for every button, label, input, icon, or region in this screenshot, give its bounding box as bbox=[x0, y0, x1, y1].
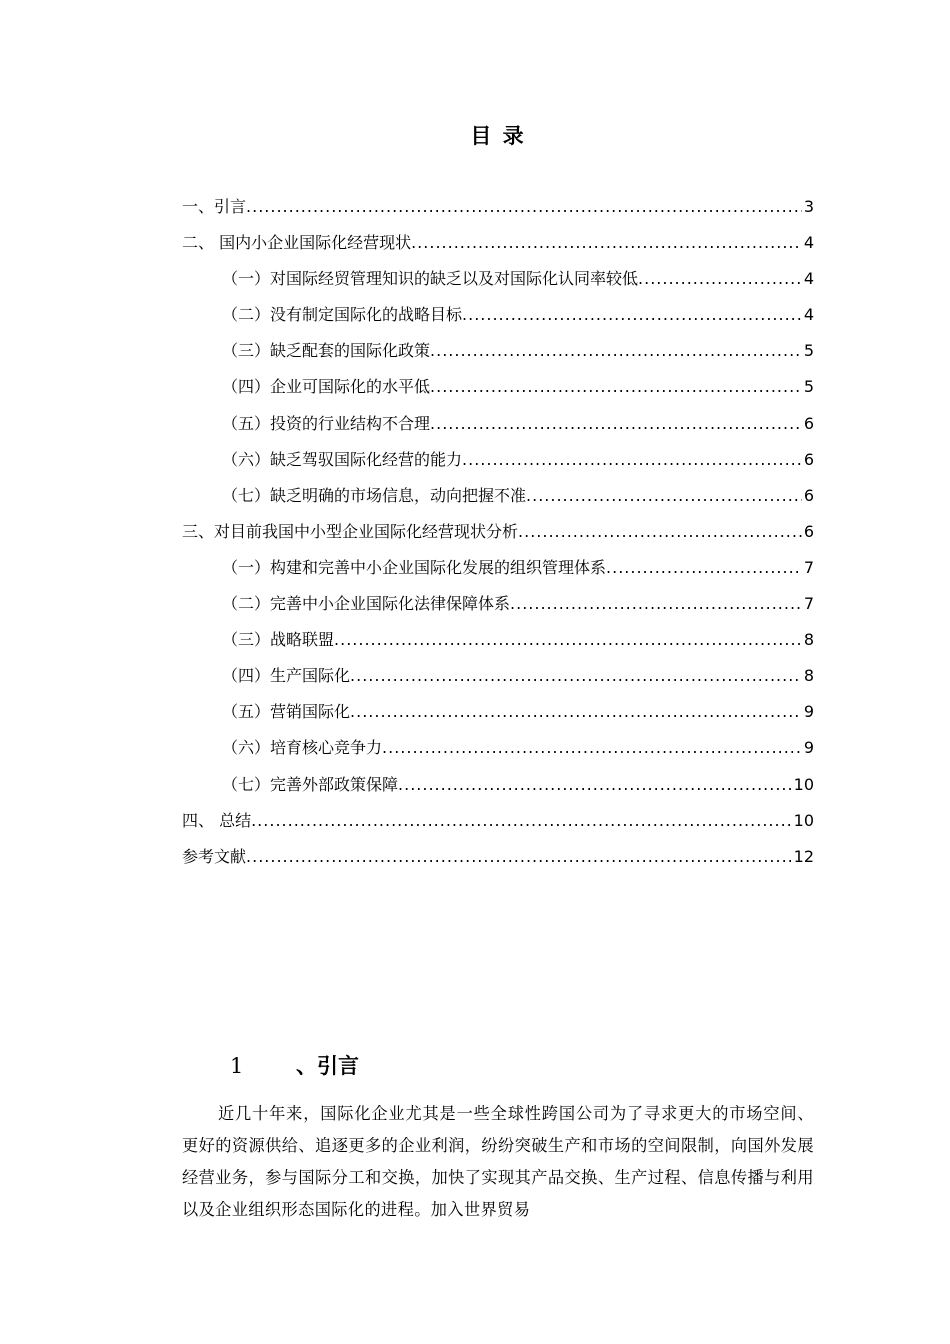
toc-entry[interactable] bbox=[182, 481, 814, 517]
toc-dot-leader bbox=[462, 445, 802, 475]
toc-entry-text: （四）生产国际化 bbox=[222, 666, 351, 686]
toc-dot-leader bbox=[430, 336, 802, 366]
toc-page-number: 6 bbox=[803, 485, 814, 505]
toc-dot-leader bbox=[510, 589, 802, 619]
toc-entry[interactable] bbox=[182, 300, 814, 336]
toc-page-number: 5 bbox=[803, 341, 814, 361]
toc-entry-text: （七）缺乏明确的市场信息，动向把握不准 bbox=[222, 485, 527, 505]
toc-entry[interactable] bbox=[182, 372, 814, 408]
toc-entry-text: 四、 总结 bbox=[182, 810, 252, 830]
toc-entry-text: （三）战略联盟 bbox=[222, 630, 335, 650]
toc-entry[interactable] bbox=[182, 445, 814, 481]
toc-entry[interactable] bbox=[182, 192, 814, 228]
toc-dot-leader bbox=[350, 661, 802, 691]
toc-page-number: 6 bbox=[803, 449, 814, 469]
toc-dot-leader bbox=[398, 770, 792, 800]
toc-entry-text: （三）缺乏配套的国际化政策 bbox=[222, 341, 431, 361]
toc-dot-leader bbox=[430, 409, 802, 439]
section-heading bbox=[230, 1050, 359, 1080]
toc-entry[interactable] bbox=[182, 264, 814, 300]
toc-entry[interactable] bbox=[182, 733, 814, 769]
toc-page-number: 12 bbox=[793, 846, 814, 866]
toc-entry[interactable] bbox=[182, 697, 814, 733]
toc-page-number: 4 bbox=[803, 233, 814, 253]
toc-dot-leader bbox=[430, 372, 802, 402]
toc-entry[interactable] bbox=[182, 553, 814, 589]
toc-entry-text: 一、引言 bbox=[182, 197, 247, 216]
toc-page-number: 5 bbox=[803, 377, 814, 397]
toc-page-number: 6 bbox=[803, 521, 814, 541]
toc-entry[interactable] bbox=[182, 806, 814, 842]
toc-dot-leader bbox=[334, 625, 802, 655]
toc-entry-text: （六）缺乏驾驭国际化经营的能力 bbox=[222, 449, 463, 469]
toc-entry[interactable] bbox=[182, 625, 814, 661]
toc-entry[interactable] bbox=[182, 661, 814, 697]
toc-dot-leader bbox=[246, 842, 792, 872]
toc-entry-text: （二）完善中小企业国际化法律保障体系 bbox=[222, 594, 511, 614]
toc-page-number: 8 bbox=[803, 666, 814, 686]
toc-page-number: 3 bbox=[803, 197, 814, 216]
toc-dot-leader bbox=[462, 300, 802, 330]
toc-entry[interactable] bbox=[182, 770, 814, 806]
toc-dot-leader bbox=[382, 733, 802, 763]
toc-entry-text: 三、对目前我国中小型企业国际化经营现状分析 bbox=[182, 521, 519, 541]
toc-entry[interactable] bbox=[182, 336, 814, 372]
toc-page-number: 9 bbox=[803, 738, 814, 758]
toc-page-number: 6 bbox=[803, 413, 814, 433]
toc-entry-text: （六）培育核心竞争力 bbox=[222, 738, 383, 758]
toc-entry-text: 二、 国内小企业国际化经营现状 bbox=[182, 233, 412, 253]
table-of-contents bbox=[182, 192, 814, 878]
toc-page-number: 4 bbox=[803, 305, 814, 325]
toc-page-number: 7 bbox=[803, 594, 814, 614]
toc-entry-text: （五）营销国际化 bbox=[222, 702, 351, 722]
toc-entry-text: （一）对国际经贸管理知识的缺乏以及对国际化认同率较低 bbox=[222, 269, 639, 289]
toc-dot-leader bbox=[518, 517, 802, 547]
toc-dot-leader bbox=[606, 553, 802, 583]
toc-dot-leader bbox=[411, 228, 802, 258]
toc-entry-text: （一）构建和完善中小企业国际化发展的组织管理体系 bbox=[222, 557, 607, 577]
toc-entry-text: （四）企业可国际化的水平低 bbox=[222, 377, 431, 397]
toc-page-number: 10 bbox=[793, 810, 814, 830]
section-number: 1 bbox=[230, 1054, 244, 1078]
toc-entry[interactable] bbox=[182, 517, 814, 553]
toc-page-number: 7 bbox=[803, 557, 814, 577]
toc-entry-text: 参考文献 bbox=[182, 846, 247, 866]
toc-entry[interactable] bbox=[182, 228, 814, 264]
toc-entry-text: （五）投资的行业结构不合理 bbox=[222, 413, 431, 433]
toc-entry-text: （二）没有制定国际化的战略目标 bbox=[222, 305, 463, 325]
toc-page-number: 9 bbox=[803, 702, 814, 722]
toc-entry-text: （七）完善外部政策保障 bbox=[222, 774, 399, 794]
section-title: 、引言 bbox=[296, 1053, 359, 1078]
toc-entry[interactable] bbox=[182, 589, 814, 625]
toc-title: 目 录 bbox=[470, 124, 526, 148]
toc-page-number: 4 bbox=[803, 269, 814, 289]
toc-dot-leader bbox=[350, 697, 802, 727]
toc-dot-leader bbox=[526, 481, 802, 511]
toc-entry[interactable] bbox=[182, 842, 814, 878]
toc-dot-leader bbox=[246, 192, 802, 222]
body-paragraph: 近几十年来，国际化企业尤其是一些全球性跨国公司为了寻求更大的市场空间、更好的资源供给、追逐更多的企业利润，纷纷突破生产和市场的空间限制，向国外发展经营业务，参与国际分工和交换，加快了实现其产品交换、生产过程、信息传播与利用以及企业组织形态国际化的进程。加入世界贸易 bbox=[182, 1104, 814, 1219]
toc-dot-leader bbox=[638, 264, 802, 294]
toc-entry[interactable] bbox=[182, 409, 814, 445]
toc-page-number: 10 bbox=[793, 774, 814, 794]
toc-page-number: 8 bbox=[803, 630, 814, 650]
toc-dot-leader bbox=[251, 806, 792, 836]
